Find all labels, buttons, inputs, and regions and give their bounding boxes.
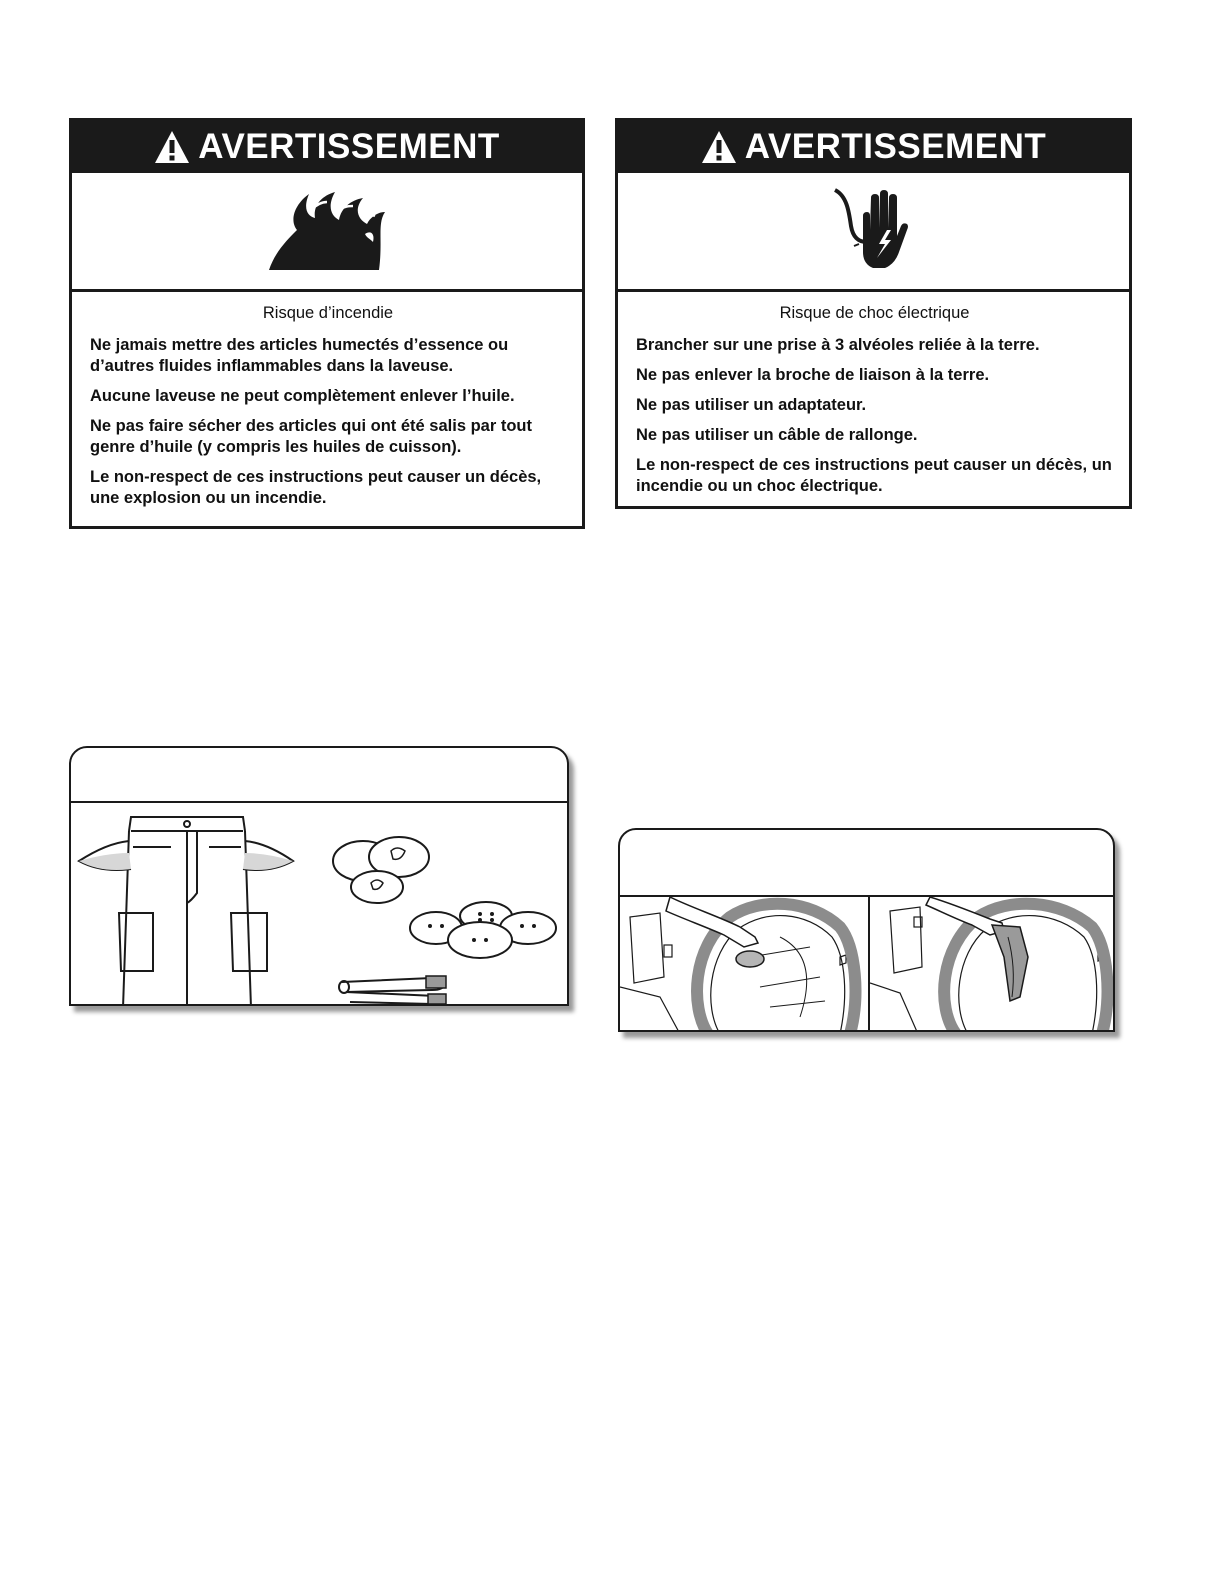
warning-body [618, 292, 1129, 516]
warning-triangle-icon [154, 130, 190, 164]
drum-seal-cleaning-illustration [868, 897, 1115, 1032]
warning-header-text: AVERTISSEMENT [744, 127, 1047, 166]
panel-header [71, 748, 567, 803]
safety-pins-illustration [336, 968, 456, 1006]
buttons-illustration [406, 898, 566, 968]
pants-pockets-illustration [71, 803, 311, 1006]
warning-body [72, 292, 582, 528]
warning-header [72, 121, 582, 173]
warning-header-text: AVERTISSEMENT [198, 127, 500, 166]
warning-line: Ne pas enlever la broche de liaison à la terre. [636, 366, 990, 384]
warning-title: Risque d’incendie [262, 304, 394, 322]
warning-line: Ne pas faire sécher des articles qui ont été salis par tout genre d’huile (y compris les huiles de cuisson). [90, 417, 532, 456]
drum-illustration-panel [618, 828, 1115, 1032]
electric-shock-icon [829, 186, 919, 276]
warning-icon-area [618, 173, 1129, 292]
warning-shock-box [615, 118, 1132, 509]
warning-title: Risque de choc électrique [779, 304, 970, 322]
pockets-illustration-panel [69, 746, 569, 1006]
warning-line: Ne jamais mettre des articles humectés d’essence ou d’autres fluides inflammables dans la laveuse. [90, 336, 509, 375]
warning-line: Le non-respect de ces instructions peut causer un décès, un incendie ou un choc électrique. [636, 456, 1112, 495]
warning-line: Ne pas utiliser un câble de rallonge. [636, 426, 918, 444]
warning-line: Brancher sur une prise à 3 alvéoles reliée à la terre. [636, 336, 1040, 354]
drum-cleaning-cloth-illustration [620, 897, 866, 1032]
fire-icon [267, 190, 387, 272]
panel-header [620, 830, 1113, 897]
warning-icon-area [72, 173, 582, 292]
warning-line: Aucune laveuse ne peut complètement enlever l’huile. [90, 387, 515, 405]
warning-header [618, 121, 1129, 173]
warning-triangle-icon [701, 130, 737, 164]
warning-line: Le non-respect de ces instructions peut causer un décès, une explosion ou un incendie. [90, 468, 542, 507]
warning-line: Ne pas utiliser un adaptateur. [636, 396, 867, 414]
warning-fire-box [69, 118, 585, 529]
